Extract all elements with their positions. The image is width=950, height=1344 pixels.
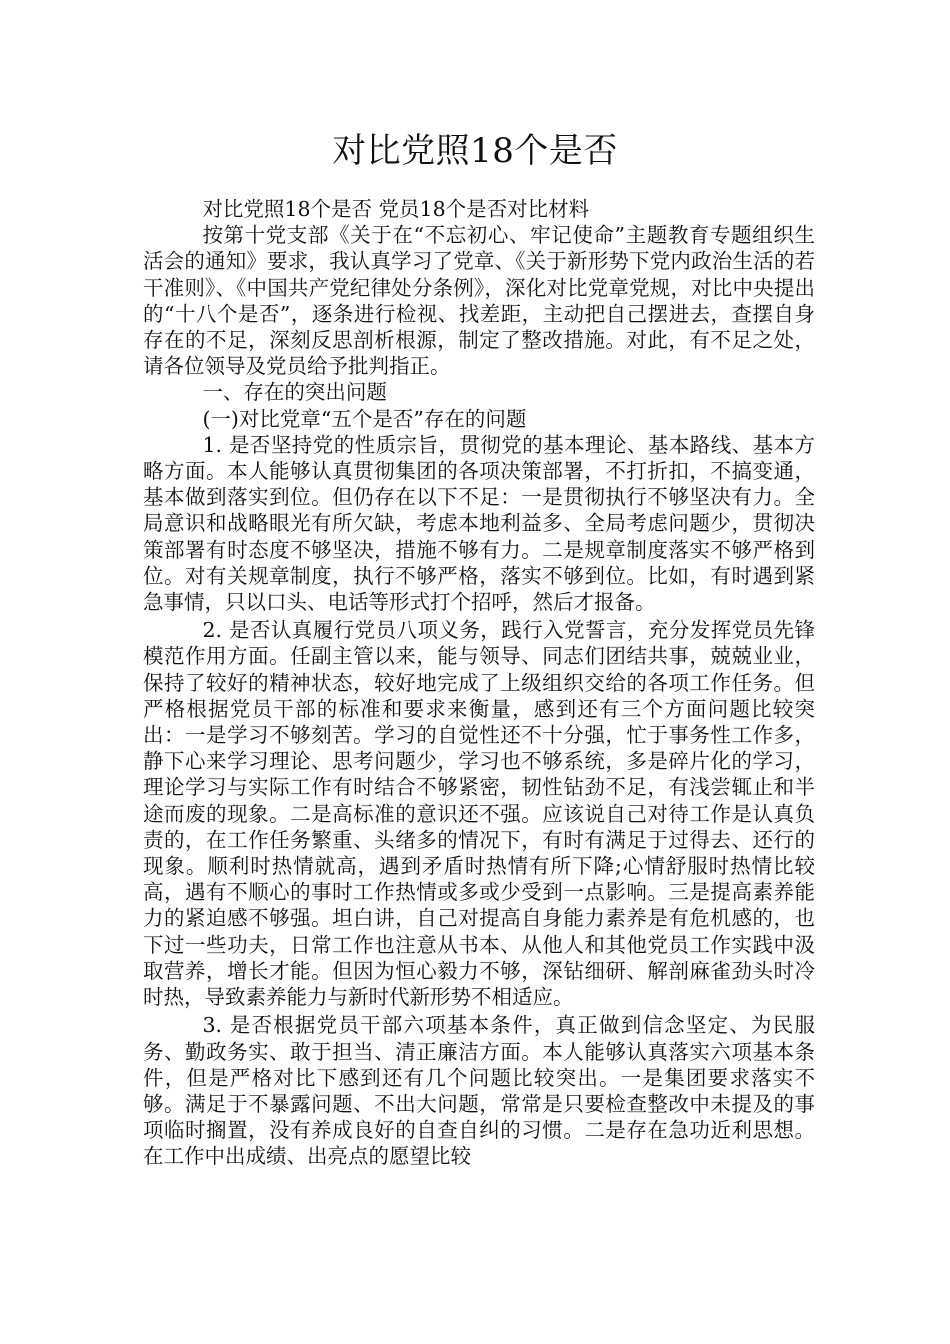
paragraph-item-1: 1. 是否坚持党的性质宗旨，贯彻党的基本理论、基本路线、基本方略方面。本人能够认真贯彻集团的各项决策部署，不打折扣，不搞变通，基本做到落实到位。但仍存在以下不足：一是贯彻执行不够坚决有力。全局意识和战略眼光有所欠缺，考虑本地利益多、全局考虑问题少，贯彻决策部署有时态度不够坚决，措施不够有力。二是规章制度落实不够严格到位。对有关规章制度，执行不够严格，落实不够到位。比如，有时遇到紧急事情，只以口头、电话等形式打个招呼，然后才报备。	[143, 432, 815, 615]
section-heading: 一、存在的突出问题	[202, 380, 387, 405]
paragraph-item-3: 3. 是否根据党员干部六项基本条件，真正做到信念坚定、为民服务、勤政务实、敢于担当、清正廉洁方面。本人能够认真落实六项基本条件，但是严格对比下感到还有几个问题比较突出。一是集团要求落实不够。满足于不暴露问题、不出大问题，常常是只要检查整改中未提及的事项临时搁置，没有养成良好的自查自纠的习惯。二是存在急功近利思想。在工作中出成绩、出亮点的愿望比较	[143, 1013, 815, 1169]
paragraph-item-2: 2. 是否认真履行党员八项义务，践行入党誓言，充分发挥党员先锋模范作用方面。任副主管以来，能与领导、同志们团结共事，兢兢业业，保持了较好的精神状态，较好地完成了上级组织交给的各项工作任务。但严格根据党员干部的标准和要求来衡量，感到还有三个方面问题比较突出：一是学习不够刻苦。学习的自觉性还不十分强，忙于事务性工作多，静下心来学习理论、思考问题少，学习也不够系统，多是碎片化的学习，理论学习与实际工作有时结合不够紧密，韧性钻劲不足，有浅尝辄止和半途而废的现象。二是高标准的意识还不强。应该说自己对待工作是认真负责的，在工作任务繁重、头绪多的情况下，有时有满足于过得去、还行的现象。顺利时热情就高，遇到矛盾时热情有所下降;心情舒服时热情比较高，遇有不顺心的事时工作热情或多或少受到一点影响。三是提高素养能力的紧迫感不够强。坦白讲，自己对提高自身能力素养是有危机感的，也下过一些功夫，日常工作也注意从书本、从他人和其他党员工作实践中汲取营养，增长才能。但因为恒心毅力不够，深钻细研、解剖麻雀劲头时冷时热，导致素养能力与新时代新形势不相适应。	[143, 618, 815, 1010]
document-body	[143, 196, 815, 1170]
paragraph-intro: 按第十党支部《关于在“不忘初心、牢记使命”主题教育专题组织生活会的通知》要求，我认真学习了党章、《关于新形势下党内政治生活的若干准则》、《中国共产党纪律处分条例》，深化对比党章党规，对比中央提出的“十八个是否”，逐条进行检视、找差距，主动把自己摆进去，查摆自身存在的不足，深刻反思剖析根源，制定了整改措施。对此，有不足之处，请各位领导及党员给予批判指正。	[143, 223, 815, 379]
document-title: 对比党照18个是否	[332, 131, 618, 171]
paragraph-subtitle: 对比党照18个是否 党员18个是否对比材料	[202, 197, 590, 221]
subsection-heading: (一)对比党章“五个是否”存在的问题	[202, 406, 527, 431]
